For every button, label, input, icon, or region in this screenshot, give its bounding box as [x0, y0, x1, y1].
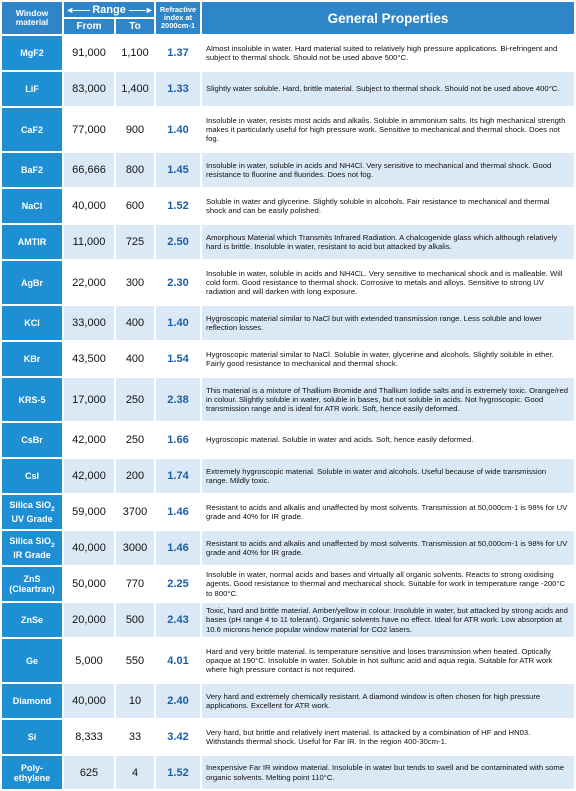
material-name-cell: [2, 531, 62, 565]
range-to-cell: 600: [116, 189, 154, 223]
material-name-cell: [2, 261, 62, 304]
material-name-line2: UV Grade: [11, 514, 53, 525]
range-from-cell: 50,000: [64, 567, 114, 601]
material-name: KBr: [23, 354, 41, 364]
table-row: [2, 306, 574, 340]
general-properties-cell: Almost insoluble in water. Hard material suited to relatively high pressure applications. Bi-refringent and subject to thermal shock. Should not be used above 500°C.: [202, 36, 574, 70]
general-properties-cell: Hard and very brittle material. Is temperature sensitive and loses transmission when heated. Optically opaque at 190°C. Insoluble in water. Soluble in hot sulfuric acid and aqua regia. Suitable for ATR work where high pressure contact is not required.: [202, 639, 574, 682]
range-to-cell: 3700: [116, 495, 154, 529]
general-properties-cell: Inexpensive Far IR window material. Insoluble in water but tends to swell and be contaminated with some organic solvents. Melting point 110°C.: [202, 756, 574, 789]
material-name: AMTIR: [17, 237, 47, 247]
table-row: [2, 567, 574, 601]
table-row: [2, 459, 574, 493]
refractive-index-cell: 2.43: [156, 603, 200, 637]
table-row: [2, 531, 574, 565]
material-name-cell: [2, 684, 62, 718]
range-to-cell: 300: [116, 261, 154, 304]
material-name-cell: [2, 225, 62, 259]
header-window-material: Window material: [2, 2, 62, 34]
general-properties-cell: Insoluble in water, soluble in acids and NH4Cl. Very sensitive to mechanical and thermal shock. Good resistance to fluorine and fluorides. Does not fog.: [202, 153, 574, 187]
range-to-cell: 250: [116, 423, 154, 457]
material-name: CsBr: [21, 435, 43, 445]
material-name-cell: [2, 306, 62, 340]
range-to-cell: 33: [116, 720, 154, 754]
material-name: BaF2: [20, 165, 43, 175]
material-name: CsI: [24, 471, 39, 481]
material-name: CaF2: [20, 124, 43, 135]
refractive-index-cell: 2.25: [156, 567, 200, 601]
material-name-cell: [2, 459, 62, 493]
material-name-cell: [2, 36, 62, 70]
refractive-index-cell: 1.52: [156, 756, 200, 789]
material-name: Poly-: [20, 762, 43, 773]
material-name: LiF: [25, 84, 39, 94]
material-name-line2: IR Grade: [13, 550, 51, 561]
table-row: [2, 261, 574, 304]
range-from-cell: 17,000: [64, 378, 114, 421]
material-name-cell: [2, 189, 62, 223]
header-to: To: [116, 19, 154, 34]
range-to-cell: 725: [116, 225, 154, 259]
general-properties-cell: This material is a mixture of Thallium Bromide and Thallium Iodide salts and is extremely toxic. Orange/red in colour. Slightly soluble in water, soluble in bases, but not soluble in acids. Not hygroscopic. Good transmission range and is ideal for ATR work. Soft, hence easily deformed.: [202, 378, 574, 421]
header-from: From: [64, 19, 114, 34]
material-name-cell: [2, 756, 62, 789]
general-properties-cell: Hygroscopic material similar to NaCl. Soluble in water, glycerine and alcohols. Slightly soluble in ether. Fairly good resistance to mechanical and thermal shock.: [202, 342, 574, 376]
material-name: Silica SiO: [9, 499, 51, 510]
material-name-line2: (Cleartran): [9, 584, 55, 594]
material-name: AgBr: [21, 277, 43, 288]
refractive-index-cell: 1.45: [156, 153, 200, 187]
material-subscript: 2: [50, 541, 55, 549]
refractive-index-cell: 1.37: [156, 36, 200, 70]
range-to-cell: 4: [116, 756, 154, 789]
table-header: [2, 2, 574, 34]
range-from-cell: 42,000: [64, 423, 114, 457]
refractive-index-cell: 1.66: [156, 423, 200, 457]
material-name-cell: [2, 378, 62, 421]
material-name-cell: [2, 603, 62, 637]
header-range-label: Range: [92, 3, 126, 16]
range-to-cell: 200: [116, 459, 154, 493]
range-to-cell: 550: [116, 639, 154, 682]
material-name-cell: [2, 567, 62, 601]
range-to-cell: 400: [116, 306, 154, 340]
range-from-cell: 59,000: [64, 495, 114, 529]
refractive-index-cell: 2.38: [156, 378, 200, 421]
range-to-cell: 1,100: [116, 36, 154, 70]
header-general-properties: General Properties: [202, 2, 574, 34]
range-to-cell: 800: [116, 153, 154, 187]
table-row: [2, 639, 574, 682]
material-name: ZnSe: [20, 615, 43, 625]
range-from-cell: 625: [64, 756, 114, 789]
table-body: [2, 36, 574, 789]
refractive-index-cell: 2.30: [156, 261, 200, 304]
range-to-cell: 250: [116, 378, 154, 421]
material-name: Si: [27, 732, 37, 742]
general-properties-cell: Very hard, but brittle and relatively inert material. Is attacked by a combination of HF and HN03. Withstands thermal shock. Useful for Far IR. In the region 400-30cm-1.: [202, 720, 574, 754]
range-to-cell: 10: [116, 684, 154, 718]
material-name: MgF2: [20, 48, 44, 58]
material-name-line2: ethylene: [13, 772, 51, 783]
arrow-right-icon: ——►: [128, 4, 153, 15]
table-row: [2, 378, 574, 421]
general-properties-cell: Insoluble in water, resists most acids and alkalis. Soluble in ammonium salts. Its high mechanical strength makes it particularly useful for high pressure work. Sensitive to mechanical and thermal shock. Does not fog.: [202, 108, 574, 151]
general-properties-cell: Insoluble in water, soluble in acids and NH4CL. Very sensitive to mechanical shock and is malleable. Will cold form. Good resistance to thermal shock. Corrosive to metals and alloys. Sensitive to strong UV radiation and will darken with long exposure.: [202, 261, 574, 304]
general-properties-cell: Resistant to acids and alkalis and unaffected by most solvents. Transmission at 50,000cm-1 is 98% for UV grade and 40% for IR grade.: [202, 495, 574, 529]
range-from-cell: 20,000: [64, 603, 114, 637]
refractive-index-cell: 1.52: [156, 189, 200, 223]
refractive-index-cell: 1.74: [156, 459, 200, 493]
table-row: [2, 108, 574, 151]
material-name-cell: [2, 153, 62, 187]
table-row: [2, 423, 574, 457]
range-from-cell: 11,000: [64, 225, 114, 259]
range-from-cell: 91,000: [64, 36, 114, 70]
general-properties-cell: Extremely hygroscopic material. Soluble in water and alcohols. Useful because of wide transmission range. Mildly toxic.: [202, 459, 574, 493]
general-properties-cell: Very hard and extremely chemically resistant. A diamond window is often chosen for high pressure applications. Excellent for ATR work.: [202, 684, 574, 718]
refractive-index-cell: 2.50: [156, 225, 200, 259]
material-name: KCl: [24, 318, 40, 328]
range-from-cell: 77,000: [64, 108, 114, 151]
general-properties-cell: Hygroscopic material. Soluble in water and acids. Soft, hence easily deformed.: [202, 423, 574, 457]
material-subscript: 2: [50, 505, 55, 513]
table-row: [2, 153, 574, 187]
material-name-cell: [2, 72, 62, 106]
material-name-cell: [2, 108, 62, 151]
material-name: NaCl: [21, 201, 43, 211]
range-from-cell: 66,666: [64, 153, 114, 187]
refractive-index-cell: 1.40: [156, 306, 200, 340]
refractive-index-cell: 1.33: [156, 72, 200, 106]
table-row: [2, 225, 574, 259]
range-from-cell: 5,000: [64, 639, 114, 682]
range-from-cell: 22,000: [64, 261, 114, 304]
arrow-left-icon: ◄——: [65, 4, 90, 15]
material-name: Diamond: [12, 696, 52, 706]
general-properties-cell: Slightly water soluble. Hard, brittle material. Subject to thermal shock. Should not be used above 400°C.: [202, 72, 574, 106]
header-range: [64, 2, 154, 17]
table-row: [2, 189, 574, 223]
refractive-index-cell: 1.46: [156, 531, 200, 565]
table-row: [2, 342, 574, 376]
refractive-index-cell: 1.40: [156, 108, 200, 151]
range-to-cell: 3000: [116, 531, 154, 565]
general-properties-cell: Hygroscopic material similar to NaCl but with extended transmission range. Less soluble and lower reflection losses.: [202, 306, 574, 340]
material-name: KRS-5: [18, 394, 46, 405]
range-from-cell: 40,000: [64, 531, 114, 565]
material-name: Silica SiO: [9, 535, 51, 546]
refractive-index-cell: 2.40: [156, 684, 200, 718]
table-row: [2, 684, 574, 718]
range-to-cell: 400: [116, 342, 154, 376]
table-row: [2, 36, 574, 70]
general-properties-cell: Toxic, hard and brittle material. Amber/yellow in colour. Insoluble in water, but attacked by strong acids and bases (pH range 4 to 11 tolerant). Organic solvents have no effect. Ideal for ATR work. Low absorption at 10.6 microns hence popular window material for CO2 lasers.: [202, 603, 574, 637]
refractive-index-cell: 1.46: [156, 495, 200, 529]
range-to-cell: 770: [116, 567, 154, 601]
range-from-cell: 40,000: [64, 684, 114, 718]
table-row: [2, 495, 574, 529]
material-name-cell: [2, 639, 62, 682]
range-from-cell: 43,500: [64, 342, 114, 376]
table-row: [2, 603, 574, 637]
material-name: ZnS: [23, 574, 41, 584]
refractive-index-cell: 3.42: [156, 720, 200, 754]
general-properties-cell: Resistant to acids and alkalis and unaffected by most solvents. Transmission at 50,000cm-1 is 98% for UV grade and 40% for IR grade.: [202, 531, 574, 565]
range-to-cell: 900: [116, 108, 154, 151]
refractive-index-cell: 4.01: [156, 639, 200, 682]
material-name-cell: [2, 342, 62, 376]
table-row: [2, 72, 574, 106]
header-refractive-index: Refractive index at 2000cm-1: [156, 2, 200, 34]
general-properties-cell: Soluble in water and glycerine. Slightly soluble in alcohols. Fair resistance to mechanical and thermal shock and can be easily polished.: [202, 189, 574, 223]
material-name: Ge: [25, 655, 38, 666]
general-properties-cell: Amorphous Material which Transmits Infrared Radiation. A chalcogenide glass which although relatively hard is brittle. Insoluble in water, resistant to acid but attacked by alkalis.: [202, 225, 574, 259]
material-name-cell: [2, 720, 62, 754]
range-from-cell: 83,000: [64, 72, 114, 106]
refractive-index-cell: 1.54: [156, 342, 200, 376]
table-row: [2, 756, 574, 789]
material-name-cell: [2, 423, 62, 457]
material-name-cell: [2, 495, 62, 529]
range-from-cell: 40,000: [64, 189, 114, 223]
range-from-cell: 42,000: [64, 459, 114, 493]
range-from-cell: 33,000: [64, 306, 114, 340]
general-properties-cell: Insoluble in water, normal acids and bases and virtually all organic solvents. Reacts to strong oxidising agents. Good resistance to thermal and mechanical shock. Suitable for work in temperature range -200°C to 800°C.: [202, 567, 574, 601]
range-to-cell: 500: [116, 603, 154, 637]
table-row: [2, 720, 574, 754]
range-to-cell: 1,400: [116, 72, 154, 106]
range-from-cell: 8,333: [64, 720, 114, 754]
